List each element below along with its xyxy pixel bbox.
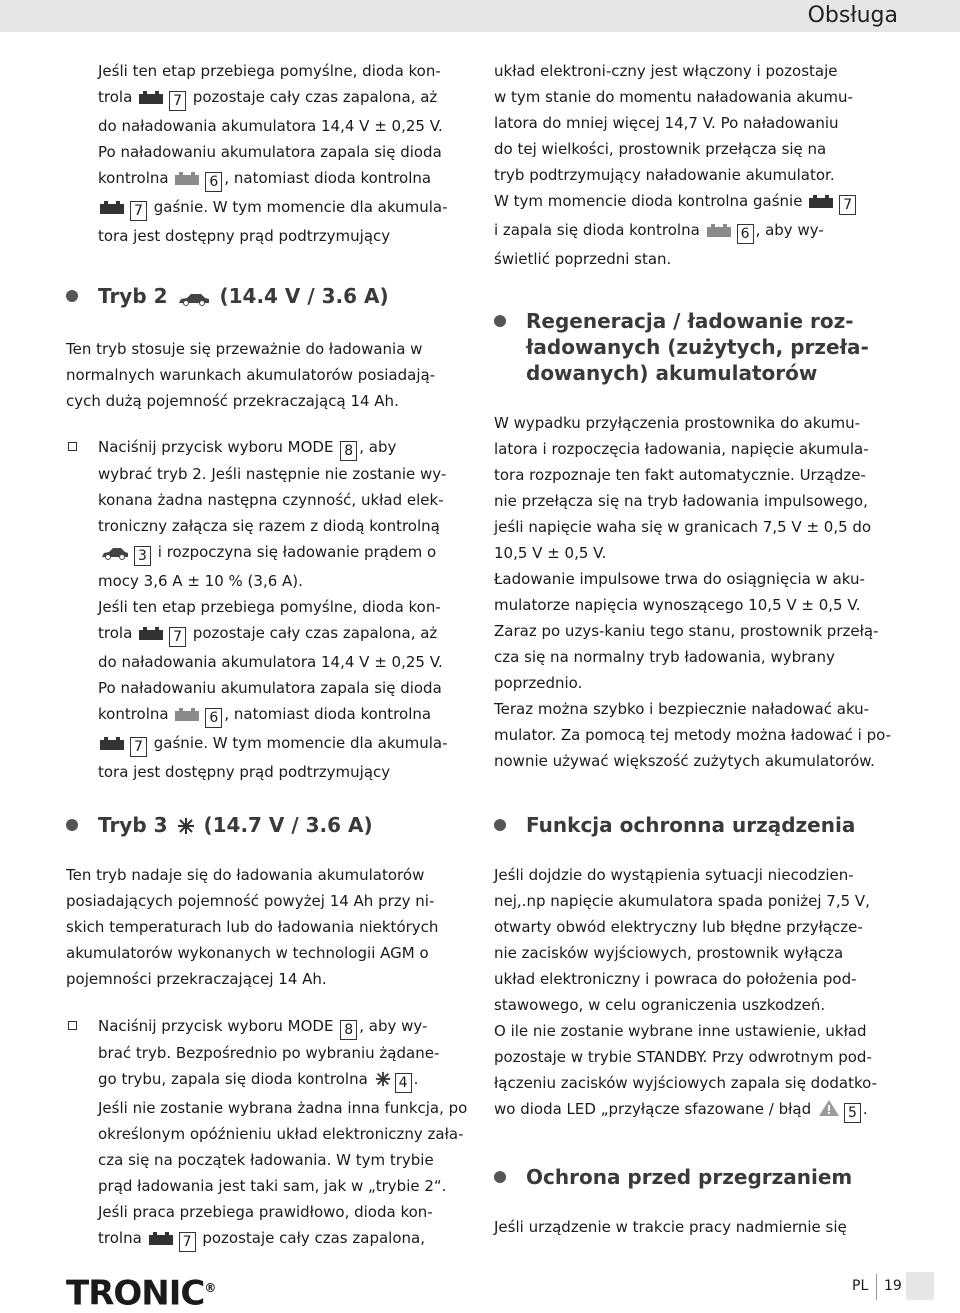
regeneration-heading-line: dowanych) akumulatorów — [526, 361, 818, 385]
regeneration-heading-line: ładowanych (zużytych, przeła- — [526, 335, 869, 359]
tryb2-section — [66, 283, 486, 312]
text-line: do naładowania akumulatora 14,4 V ± 0,25 V. — [98, 653, 443, 671]
regeneration-section — [494, 308, 914, 386]
page-number: 19 — [884, 1278, 902, 1294]
ref-number-3: 3 — [134, 546, 151, 566]
overheat-heading: Ochrona przed przegrzaniem — [494, 1164, 914, 1190]
ref-number-7: 7 — [169, 91, 186, 111]
protection-text — [494, 862, 914, 1125]
text-line: nej,.np napięcie akumulatora spada poniżej 7,5 V, — [494, 892, 870, 910]
text-line: Zaraz po uzys-kaniu tego stanu, prostownik przełą- — [494, 622, 879, 640]
tryb3-description — [66, 862, 486, 992]
car-icon — [100, 542, 130, 568]
text-line: skich temperaturach lub do ładowania niektórych — [66, 918, 439, 936]
text-line: trolna 7 pozostaje cały czas zapalona, — [66, 1225, 486, 1254]
protection-section — [494, 812, 914, 838]
text-line: prąd ładowania jest taki sam, jak w „trybie 2“. — [98, 1177, 447, 1195]
tryb2-description — [66, 336, 486, 414]
ref-number-7: 7 — [130, 201, 147, 221]
overheat-text — [494, 1214, 914, 1240]
text-line: cza się na początek ładowania. W tym trybie — [98, 1151, 434, 1169]
battery-full-icon — [139, 87, 165, 113]
ref-number-7: 7 — [839, 195, 856, 215]
text-line: konana żadna następna czynność, układ elek- — [98, 491, 444, 509]
text-line: tryb podtrzymujący naładowanie akumulator. — [494, 166, 835, 184]
text-line: latora do mniej więcej 14,7 V. Po naładowaniu — [494, 114, 839, 132]
text-line: Po naładowaniu akumulatora zapala się dioda — [98, 679, 442, 697]
text-line: mulatorze napięcia wynoszącego 10,5 V ± 0,5 V. — [494, 596, 861, 614]
checkbox-icon — [68, 1021, 77, 1030]
text-line: Jeśli praca przebiega prawidłowo, dioda kon- — [98, 1203, 433, 1221]
text-line: tora rozpoznaje ten fakt automatycznie. Urządze- — [494, 466, 866, 484]
ref-number-5: 5 — [844, 1103, 861, 1123]
text-line: 3 i rozpoczyna się ładowanie prądem o — [66, 539, 486, 568]
tryb3-section — [66, 812, 486, 841]
text-line: Jeśli dojdzie do wystąpienia sytuacji niecodzien- — [494, 866, 854, 884]
text-line: wybrać tryb 2. Jeśli następnie nie zostanie wy- — [98, 465, 447, 483]
text-line: i zapala się dioda kontrolna 6 , aby wy- — [494, 217, 914, 246]
text-line: cych dużą pojemność przekraczającą 14 Ah. — [66, 392, 399, 410]
bullet-icon — [66, 290, 78, 302]
bullet-icon — [494, 819, 506, 831]
text-line: normalnych warunkach akumulatorów posiadają- — [66, 366, 436, 384]
brand-logo: TRONIC® — [66, 1273, 216, 1313]
text-line: Jeśli urządzenie w trakcie pracy nadmiernie się — [494, 1218, 847, 1236]
battery-full-icon — [809, 191, 835, 217]
language-code: PL — [852, 1278, 869, 1294]
text-line: tora jest dostępny prąd podtrzymujący — [98, 763, 391, 781]
text-line: do naładowania akumulatora 14,4 V ± 0,25 V. — [98, 117, 443, 135]
text-line: go trybu, zapala się dioda kontrolna 4 . — [66, 1066, 486, 1095]
text-line: układ elektroniczny i powraca do położenia pod- — [494, 970, 857, 988]
warning-icon — [818, 1099, 840, 1125]
tryb2-steps — [66, 434, 486, 785]
text-line: 10,5 V ± 0,5 V. — [494, 544, 607, 562]
battery-full-icon — [100, 733, 126, 759]
bullet-icon — [494, 315, 506, 327]
text-line: pozostaje w trybie STANDBY. Przy odwrotnym pod- — [494, 1048, 872, 1066]
text-line: posiadających pojemność powyżej 14 Ah przy ni- — [66, 892, 435, 910]
text-line: otwarty obwód elektryczny lub błędne przyłącze- — [494, 918, 863, 936]
text-line: cza się na normalny tryb ładowania, wybrany — [494, 648, 835, 666]
text-line: poprzednio. — [494, 674, 583, 692]
text-line: nownie używać większość zużytych akumulatorów. — [494, 752, 875, 770]
text-line: jeśli napięcie waha się w granicach 7,5 V ± 0,5 do — [494, 518, 872, 536]
text-line: wo dioda LED „przyłącze sfazowane / błąd 5 . — [494, 1096, 914, 1125]
text-line: pojemności przekraczającej 14 Ah. — [66, 970, 327, 988]
snowflake-icon — [375, 1069, 391, 1095]
tryb2-heading: Tryb 2 (14.4 V / 3.6 A) — [66, 283, 486, 312]
text-line: W wypadku przyłączenia prostownika do akumu- — [494, 414, 861, 432]
protection-heading: Funkcja ochronna urządzenia — [494, 812, 914, 838]
text-line: kontrolna 6 , natomiast dioda kontrolna — [98, 165, 478, 194]
ref-number-7: 7 — [179, 1232, 196, 1252]
text-line: Naciśnij przycisk wyboru MODE 8 , aby wy- — [66, 1013, 486, 1040]
battery-full-icon — [139, 623, 165, 649]
ref-number-6: 6 — [205, 708, 222, 728]
footer-divider — [876, 1274, 877, 1300]
text-line: troniczny załącza się razem z diodą kontrolną — [98, 517, 440, 535]
text-line: nie zacisków wyjściowych, prostownik wyłącza — [494, 944, 844, 962]
text-line: Naciśnij przycisk wyboru MODE 8 , aby — [66, 434, 486, 461]
text-line: brać tryb. Bezpośrednio po wybraniu żądane- — [98, 1044, 440, 1062]
ref-number-7: 7 — [130, 737, 147, 757]
text-line: akumulatorów wykonanych w technologii AGM o — [66, 944, 429, 962]
ref-number-7: 7 — [169, 627, 186, 647]
text-line: Jeśli ten etap przebiega pomyślne, dioda kon- — [98, 62, 441, 80]
regeneration-text — [494, 410, 914, 774]
text-line: Po naładowaniu akumulatora zapala się dioda — [98, 143, 442, 161]
tryb3-steps — [66, 1013, 486, 1254]
text-line: układ elektroni-czny jest włączony i pozostaje — [494, 62, 838, 80]
overheat-section — [494, 1164, 914, 1190]
text-line: tora jest dostępny prąd podtrzymujący — [98, 227, 391, 245]
text-line: trola 7 pozostaje cały czas zapalona, aż — [66, 620, 486, 649]
text-line: kontrolna 6 , natomiast dioda kontrolna — [66, 701, 486, 730]
battery-charged-icon — [707, 220, 733, 246]
text-line: mocy 3,6 A ± 10 % (3,6 A). — [98, 572, 303, 590]
text-line: Ten tryb stosuje się przeważnie do ładowania w — [66, 340, 423, 358]
ref-number-8: 8 — [340, 1020, 357, 1040]
ref-number-6: 6 — [737, 224, 754, 244]
battery-full-icon — [100, 197, 126, 223]
text-line: Jeśli nie zostanie wybrana żadna inna funkcja, po — [98, 1099, 468, 1117]
ref-number-6: 6 — [205, 172, 222, 192]
checkbox-icon — [68, 442, 77, 451]
text-line: W tym momencie dioda kontrolna gaśnie 7 — [494, 188, 914, 217]
snowflake-icon — [177, 815, 195, 841]
text-line: Ten tryb nadaje się do ładowania akumulatorów — [66, 866, 425, 884]
right-intro-block — [494, 58, 914, 272]
text-line: w tym stanie do momentu naładowania akumu- — [494, 88, 853, 106]
text-line: 7 gaśnie. W tym momencie dla akumula- — [98, 194, 478, 223]
text-line: O ile nie zostanie wybrane inne ustawienie, układ — [494, 1022, 867, 1040]
text-line: 7 gaśnie. W tym momencie dla akumula- — [66, 730, 486, 759]
tryb3-heading: Tryb 3 (14.7 V / 3.6 A) — [66, 812, 486, 841]
ref-number-8: 8 — [340, 441, 357, 461]
text-line: łączeniu zacisków wyjściowych zapala się dodatko- — [494, 1074, 877, 1092]
battery-charged-icon — [175, 704, 201, 730]
text-line: świetlić poprzedni stan. — [494, 250, 672, 268]
ref-number-4: 4 — [395, 1073, 412, 1093]
text-line: Jeśli ten etap przebiega pomyślne, dioda kon- — [98, 598, 441, 616]
footer-tab — [906, 1272, 934, 1300]
bullet-icon — [66, 819, 78, 831]
bullet-icon — [494, 1171, 506, 1183]
battery-full-icon — [149, 1228, 175, 1254]
regeneration-heading: Regeneracja / ładowanie roz- — [494, 308, 914, 334]
left-intro-block — [98, 58, 478, 249]
page-section-title: Obsługa — [807, 3, 898, 28]
text-line: do tej wielkości, prostownik przełącza się na — [494, 140, 827, 158]
text-line: stawowego, w celu ograniczenia uszkodzeń. — [494, 996, 826, 1014]
text-line: latora i rozpoczęcia ładowania, napięcie akumula- — [494, 440, 869, 458]
text-line: Ładowanie impulsowe trwa do osiągnięcia w aku- — [494, 570, 865, 588]
text-line: mulator. Za pomocą tej metody można ładować i po- — [494, 726, 891, 744]
battery-charged-icon — [175, 168, 201, 194]
text-line: nie przełącza się na tryb ładowania impulsowego, — [494, 492, 868, 510]
car-icon — [177, 286, 211, 312]
text-line: określonym opóźnieniu układ elektroniczny zała- — [98, 1125, 464, 1143]
text-line: trola 7 pozostaje cały czas zapalona, aż — [98, 84, 478, 113]
text-line: Teraz można szybko i bezpiecznie naładować aku- — [494, 700, 870, 718]
